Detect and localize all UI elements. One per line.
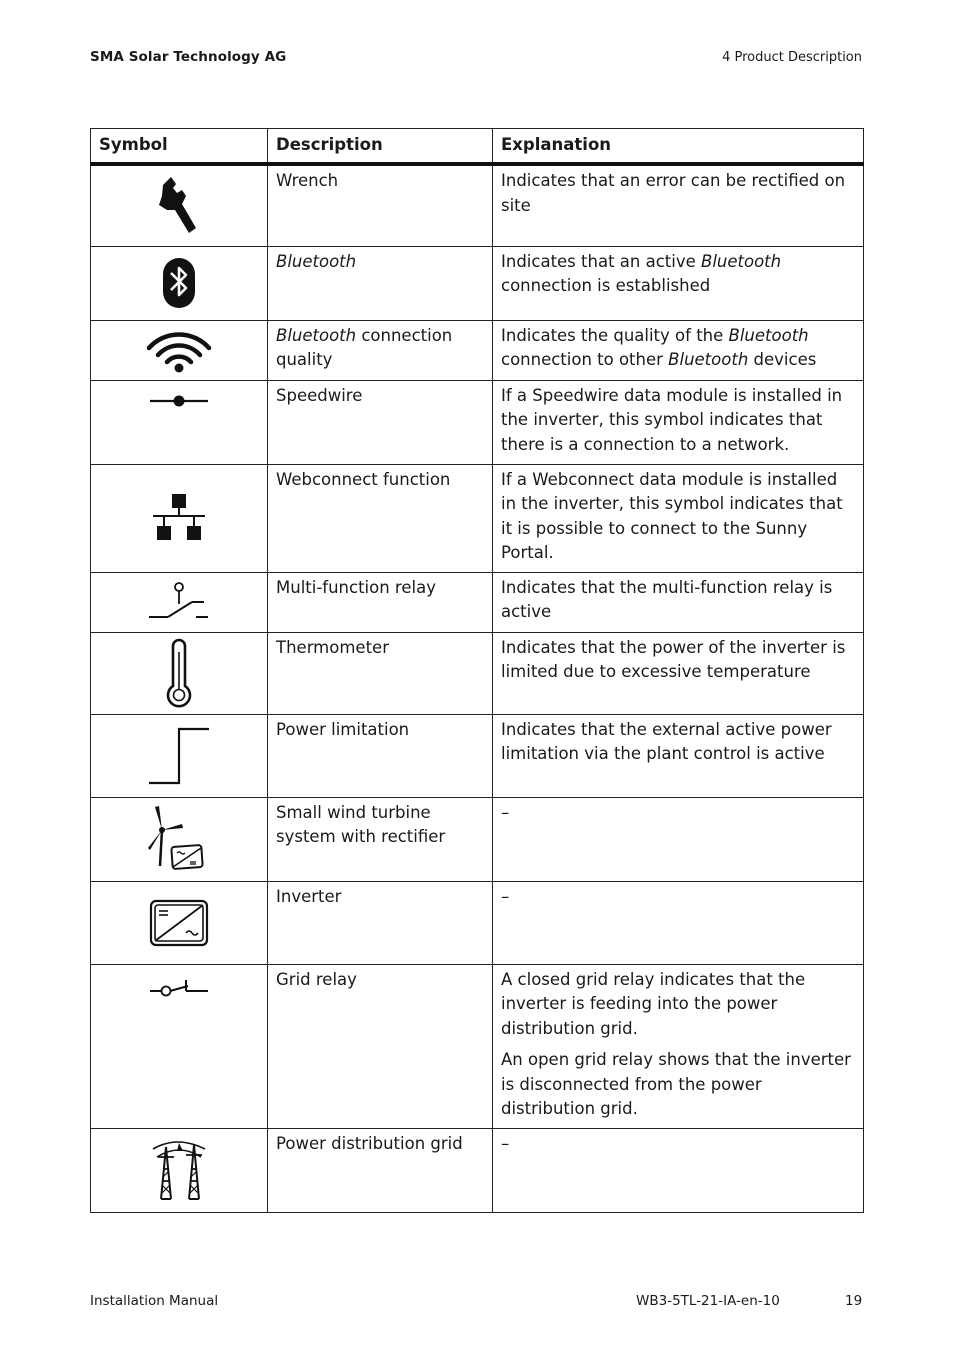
- inverter-icon: [146, 897, 212, 949]
- explanation-cell: [493, 964, 864, 1128]
- symbol-table: [90, 128, 864, 1213]
- description-cell: Power limitation: [268, 714, 493, 797]
- page-number: 19: [845, 1293, 863, 1309]
- explanation-cell: –: [493, 881, 864, 964]
- explanation-emphasis: Bluetooth: [701, 251, 782, 271]
- power-grid-icon: [149, 1137, 209, 1203]
- symbol-cell: [91, 572, 268, 632]
- symbol-cell: [91, 964, 268, 1128]
- bluetooth-icon: [159, 255, 199, 311]
- description-emphasis: Bluetooth: [276, 325, 357, 345]
- signal-quality-icon: [144, 326, 214, 374]
- wind-turbine-icon: [146, 804, 212, 874]
- explanation-text: connection is established: [501, 276, 711, 295]
- symbol-cell: [91, 797, 268, 881]
- symbol-cell: [91, 320, 268, 380]
- explanation-paragraph: An open grid relay shows that the inverter is disconnected from the power distribution grid.: [501, 1050, 851, 1118]
- description-text: connection quality: [276, 325, 453, 369]
- table-row: [91, 632, 864, 714]
- power-limitation-icon: [146, 725, 212, 787]
- column-header-symbol: Symbol: [91, 129, 268, 165]
- description-cell: [268, 320, 493, 380]
- explanation-cell: If a Webconnect data module is installed in the inverter, this symbol indicates that it is possible to connect to the Sunny Portal.: [493, 464, 864, 572]
- explanation-text: Indicates the quality of the: [501, 325, 729, 345]
- table-row: [91, 464, 864, 572]
- description-cell: Webconnect function: [268, 464, 493, 572]
- footer-doc-type: Installation Manual: [90, 1293, 219, 1309]
- explanation-cell: Indicates that the power of the inverter is limited due to excessive temperature: [493, 632, 864, 714]
- explanation-text: devices: [748, 350, 817, 369]
- relay-switch-icon: [146, 580, 212, 624]
- network-icon: [149, 490, 209, 546]
- symbol-cell: [91, 464, 268, 572]
- description-cell: Power distribution grid: [268, 1128, 493, 1212]
- symbol-cell: [91, 1128, 268, 1212]
- table-row: [91, 797, 864, 881]
- table-row: [91, 320, 864, 380]
- description-cell: Multi-function relay: [268, 572, 493, 632]
- column-header-explanation: Explanation: [493, 129, 864, 165]
- symbol-cell: [91, 246, 268, 320]
- description-cell: [268, 246, 493, 320]
- table-row: [91, 572, 864, 632]
- header-company: SMA Solar Technology AG: [90, 49, 287, 65]
- symbol-cell: [91, 714, 268, 797]
- symbol-cell: [91, 632, 268, 714]
- table-row: [91, 964, 864, 1128]
- explanation-cell: If a Speedwire data module is installed in the inverter, this symbol indicates that there is a connection to a network.: [493, 380, 864, 464]
- explanation-paragraph: A closed grid relay indicates that the inverter is feeding into the power distribution grid.: [501, 969, 806, 1038]
- explanation-emphasis: Bluetooth: [728, 325, 809, 345]
- table-row: [91, 164, 864, 246]
- explanation-cell: [493, 320, 864, 380]
- description-cell: Grid relay: [268, 964, 493, 1128]
- explanation-emphasis: Bluetooth: [668, 350, 749, 369]
- header-section: 4 Product Description: [722, 50, 862, 65]
- description-text: Bluetooth: [276, 251, 357, 271]
- speedwire-icon: [147, 391, 211, 411]
- explanation-text: connection to other: [501, 350, 669, 369]
- symbol-cell: [91, 380, 268, 464]
- table-row: [91, 881, 864, 964]
- table-row: [91, 1128, 864, 1212]
- explanation-cell: Indicates that the external active power limitation via the plant control is active: [493, 714, 864, 797]
- symbol-cell: [91, 164, 268, 246]
- table-row: [91, 380, 864, 464]
- wrench-icon: [149, 171, 209, 241]
- description-cell: Inverter: [268, 881, 493, 964]
- table-row: [91, 714, 864, 797]
- table-row: [91, 246, 864, 320]
- explanation-text: Indicates that an active: [501, 251, 701, 271]
- description-cell: Small wind turbine system with rectifier: [268, 797, 493, 881]
- grid-relay-icon: [147, 977, 211, 999]
- explanation-cell: Indicates that an error can be rectified on site: [493, 164, 864, 246]
- symbol-cell: [91, 881, 268, 964]
- column-header-description: Description: [268, 129, 493, 165]
- table-header-row: [91, 129, 864, 165]
- description-cell: Wrench: [268, 164, 493, 246]
- explanation-cell: Indicates that the multi-function relay is active: [493, 572, 864, 632]
- explanation-cell: –: [493, 797, 864, 881]
- explanation-cell: [493, 246, 864, 320]
- description-cell: Speedwire: [268, 380, 493, 464]
- footer-doc-code: WB3-5TL-21-IA-en-10: [636, 1293, 780, 1309]
- explanation-cell: –: [493, 1128, 864, 1212]
- description-cell: Thermometer: [268, 632, 493, 714]
- thermometer-icon: [164, 638, 194, 708]
